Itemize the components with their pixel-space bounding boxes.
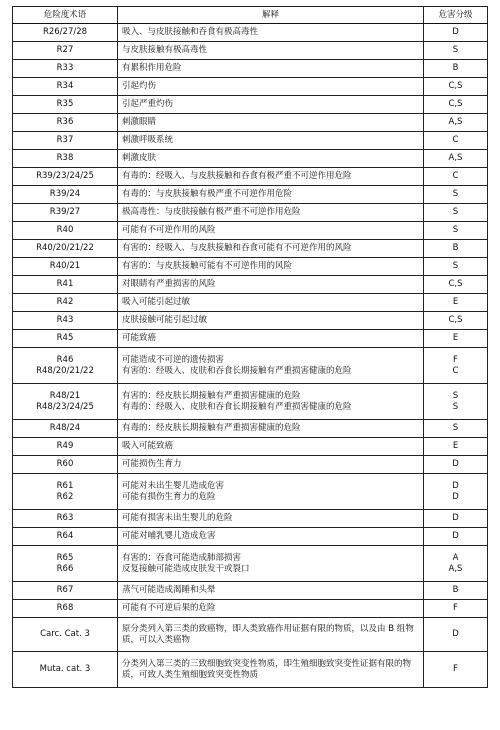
- table-row: [13, 582, 488, 600]
- risk-code-cell: R43: [13, 312, 118, 330]
- risk-code-cell: R39/27: [13, 204, 118, 222]
- hazard-class-cell: E: [424, 330, 488, 348]
- hazard-class-cell: E: [424, 294, 488, 312]
- risk-code-cell: R48/21 R48/23/24/25: [13, 384, 118, 420]
- table-row: [13, 348, 488, 384]
- explanation-cell: 引起灼伤: [118, 78, 424, 96]
- explanation-cell: 吸入可能致癌: [118, 438, 424, 456]
- explanation-cell: 吸入可能引起过敏: [118, 294, 424, 312]
- hazard-class-cell: C,S: [424, 78, 488, 96]
- table-body: [13, 24, 488, 688]
- explanation-cell: 可能对哺乳婴儿造成危害: [118, 528, 424, 546]
- hazard-class-cell: B: [424, 582, 488, 600]
- table-row: [13, 600, 488, 618]
- table-row: [13, 132, 488, 150]
- explanation-cell: 与皮肤接触有极高毒性: [118, 42, 424, 60]
- risk-code-cell: R27: [13, 42, 118, 60]
- risk-code-cell: R39/23/24/25: [13, 168, 118, 186]
- risk-code-cell: R61 R62: [13, 474, 118, 510]
- hazard-class-cell: S: [424, 42, 488, 60]
- explanation-cell: 引起严重灼伤: [118, 96, 424, 114]
- table-row: [13, 96, 488, 114]
- explanation-cell: 刺激眼睛: [118, 114, 424, 132]
- risk-code-cell: Muta. cat. 3: [13, 652, 118, 688]
- table-row: [13, 528, 488, 546]
- risk-code-cell: R41: [13, 276, 118, 294]
- header-row: [13, 7, 488, 24]
- explanation-cell: 对眼睛有严重损害的风险: [118, 276, 424, 294]
- table-row: [13, 474, 488, 510]
- hazard-class-cell: S: [424, 420, 488, 438]
- hazard-class-cell: D: [424, 618, 488, 652]
- hazard-class-cell: S: [424, 258, 488, 276]
- explanation-cell: 分类列入第三类的三致细胞致突变性物质，即生殖细胞致突变性证据有限的物质，可致人类生殖细胞致突变性物质: [118, 652, 424, 688]
- table-row: [13, 168, 488, 186]
- explanation-cell: 有害的：经皮肤长期接触有严重损害健康的危险 有毒的：经吸入、皮肤和吞食长期接触有严重损害健康的危险: [118, 384, 424, 420]
- hazard-class-cell: A A,S: [424, 546, 488, 582]
- explanation-cell: 可能对未出生婴儿造成危害 可能有损伤生育力的危险: [118, 474, 424, 510]
- explanation-cell: 可能有不可逆作用的风险: [118, 222, 424, 240]
- hazard-class-cell: F: [424, 600, 488, 618]
- explanation-cell: 皮肤接触可能引起过敏: [118, 312, 424, 330]
- risk-code-cell: R48/24: [13, 420, 118, 438]
- table-row: [13, 204, 488, 222]
- risk-code-cell: R40: [13, 222, 118, 240]
- risk-code-cell: R68: [13, 600, 118, 618]
- hazard-class-cell: A,S: [424, 114, 488, 132]
- table-row: [13, 150, 488, 168]
- table-row: [13, 456, 488, 474]
- table-row: [13, 276, 488, 294]
- risk-code-cell: R37: [13, 132, 118, 150]
- risk-code-cell: R40/20/21/22: [13, 240, 118, 258]
- table-row: [13, 240, 488, 258]
- hazard-class-cell: D: [424, 528, 488, 546]
- table-row: [13, 652, 488, 688]
- hazard-class-cell: F: [424, 652, 488, 688]
- explanation-cell: 有毒的：与皮肤接触有极严重不可逆作用危险: [118, 186, 424, 204]
- risk-code-cell: R65 R66: [13, 546, 118, 582]
- risk-code-cell: R40/21: [13, 258, 118, 276]
- explanation-cell: 可能损伤生育力: [118, 456, 424, 474]
- hazard-class-cell: C: [424, 132, 488, 150]
- explanation-cell: 可能致癌: [118, 330, 424, 348]
- table-row: [13, 114, 488, 132]
- table-row: [13, 78, 488, 96]
- table-row: [13, 60, 488, 78]
- hazard-class-cell: C: [424, 168, 488, 186]
- hazard-class-cell: D: [424, 456, 488, 474]
- hazard-class-cell: D: [424, 510, 488, 528]
- risk-code-cell: Carc. Cat. 3: [13, 618, 118, 652]
- explanation-cell: 吸入、与皮肤接触和吞食有极高毒性: [118, 24, 424, 42]
- table-row: [13, 618, 488, 652]
- explanation-cell: 有害的：吞食可能造成肺部损害 反复接触可能造成皮肤发干或裂口: [118, 546, 424, 582]
- explanation-cell: 可能有不可逆后果的危险: [118, 600, 424, 618]
- explanation-cell: 有累积作用危险: [118, 60, 424, 78]
- table-row: [13, 258, 488, 276]
- table-row: [13, 510, 488, 528]
- header-term: 危险度术语: [13, 7, 118, 24]
- explanation-cell: 原分类列入第三类的致癌物，即人类致癌作用证据有限的物质，以及由 B 组物质，可以入类癌物: [118, 618, 424, 652]
- table-row: [13, 312, 488, 330]
- risk-code-cell: R36: [13, 114, 118, 132]
- risk-code-cell: R60: [13, 456, 118, 474]
- risk-code-cell: R46 R48/20/21/22: [13, 348, 118, 384]
- table-row: [13, 546, 488, 582]
- risk-code-cell: R38: [13, 150, 118, 168]
- table-row: [13, 438, 488, 456]
- hazard-class-cell: B: [424, 60, 488, 78]
- explanation-cell: 有毒的：经吸入、与皮肤接触和吞食有极严重不可逆作用危险: [118, 168, 424, 186]
- hazard-class-cell: S: [424, 222, 488, 240]
- table-row: [13, 294, 488, 312]
- header-hazard-class: 危害分级: [424, 7, 488, 24]
- risk-phrase-table: [12, 6, 488, 688]
- hazard-class-cell: D D: [424, 474, 488, 510]
- explanation-cell: 可能造成不可逆的遗传损害 有害的：经吸入、皮肤和吞食长期接触有严重损害健康的危险: [118, 348, 424, 384]
- risk-code-cell: R35: [13, 96, 118, 114]
- table-row: [13, 420, 488, 438]
- table-row: [13, 42, 488, 60]
- hazard-class-cell: C,S: [424, 276, 488, 294]
- risk-code-cell: R26/27/28: [13, 24, 118, 42]
- header-explanation: 解释: [118, 7, 424, 24]
- hazard-class-cell: A,S: [424, 150, 488, 168]
- explanation-cell: 有毒的：经皮肤长期接触有严重损害健康的危险: [118, 420, 424, 438]
- risk-code-cell: R64: [13, 528, 118, 546]
- explanation-cell: 刺激呼吸系统: [118, 132, 424, 150]
- explanation-cell: 蒸气可能造成渴睡和头晕: [118, 582, 424, 600]
- explanation-cell: 有害的：与皮肤接触可能有不可逆作用的风险: [118, 258, 424, 276]
- table-row: [13, 186, 488, 204]
- explanation-cell: 有害的：经吸入、与皮肤接触和吞食可能有不可逆作用的风险: [118, 240, 424, 258]
- explanation-cell: 可能有损害未出生婴儿的危险: [118, 510, 424, 528]
- risk-code-cell: R49: [13, 438, 118, 456]
- hazard-class-cell: C,S: [424, 96, 488, 114]
- risk-code-cell: R67: [13, 582, 118, 600]
- explanation-cell: 极高毒性：与皮肤接触有极严重不可逆作用危险: [118, 204, 424, 222]
- risk-code-cell: R33: [13, 60, 118, 78]
- hazard-class-cell: B: [424, 240, 488, 258]
- risk-code-cell: R39/24: [13, 186, 118, 204]
- table-row: [13, 384, 488, 420]
- risk-code-cell: R42: [13, 294, 118, 312]
- hazard-class-cell: S: [424, 204, 488, 222]
- explanation-cell: 刺激皮肤: [118, 150, 424, 168]
- hazard-class-cell: E: [424, 438, 488, 456]
- hazard-class-cell: D: [424, 24, 488, 42]
- risk-code-cell: R45: [13, 330, 118, 348]
- table-row: [13, 222, 488, 240]
- risk-code-cell: R34: [13, 78, 118, 96]
- hazard-class-cell: S S: [424, 384, 488, 420]
- hazard-class-cell: C,S: [424, 312, 488, 330]
- table-row: [13, 330, 488, 348]
- hazard-class-cell: S: [424, 186, 488, 204]
- risk-code-cell: R63: [13, 510, 118, 528]
- hazard-class-cell: F C: [424, 348, 488, 384]
- table-row: [13, 24, 488, 42]
